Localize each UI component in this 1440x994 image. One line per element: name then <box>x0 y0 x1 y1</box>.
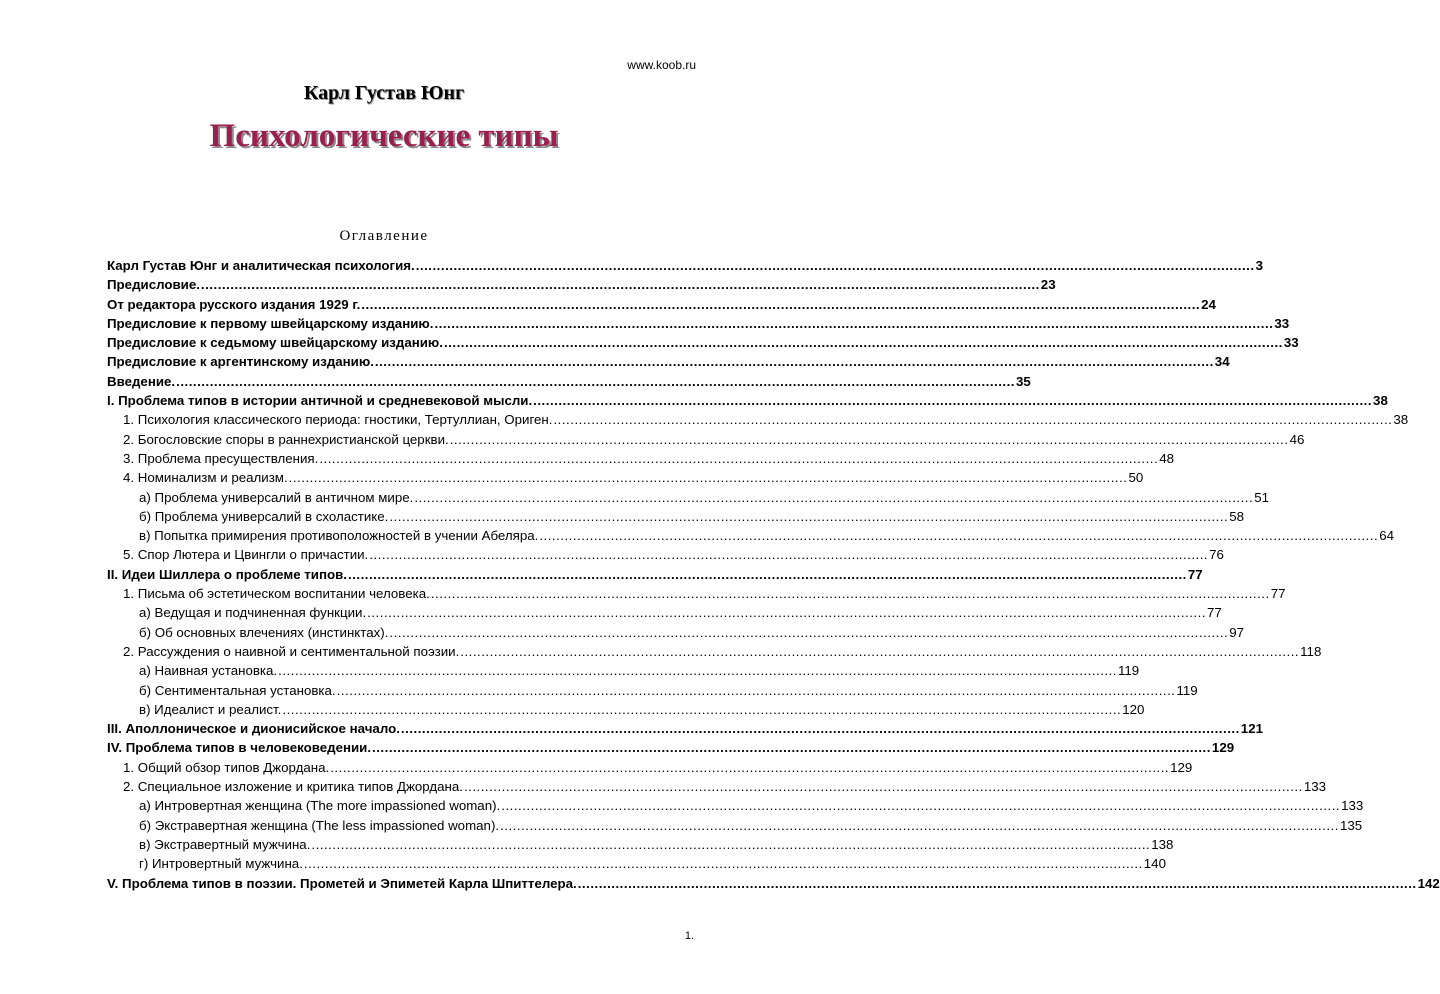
toc-dot-leader <box>176 374 1015 389</box>
toc-dot-leader <box>289 470 1128 485</box>
toc-entry-title: Карл Густав Юнг и аналитическая психология. <box>107 258 415 273</box>
toc-entry-page: 76 <box>1209 547 1224 563</box>
toc-entry-page: 140 <box>1143 856 1166 872</box>
toc-dot-leader <box>533 393 1372 408</box>
site-url: www.koob.ru <box>627 58 696 72</box>
toc-entry-page: 135 <box>1339 817 1363 833</box>
toc-dot-leader <box>311 837 1150 852</box>
toc-entry[interactable] <box>107 566 1203 586</box>
toc-entry-title: II. Идеи Шиллера о проблеме типов. <box>107 566 347 582</box>
toc-entry-page: 58 <box>1229 508 1245 524</box>
toc-entry-title: а) Интровертная женщина (The more impassioned woman). <box>139 798 501 814</box>
toc-entry-title: в) Попытка примирения противоположностей в учении Абеляра. <box>139 528 539 544</box>
toc-entry-title: 2. Рассуждения о наивной и сентиментальной поэзии. <box>123 643 460 659</box>
toc-dot-leader <box>553 412 1392 427</box>
toc-entry-title: б) Проблема универсалий в схоластике. <box>139 508 389 524</box>
toc-entry-page: 133 <box>1341 798 1364 814</box>
toc-dot-leader <box>431 586 1270 601</box>
toc-entry-title: г) Интровертный мужчина. <box>139 856 303 872</box>
author-name: Карл Густав Юнг <box>303 82 465 104</box>
toc-dot-leader <box>501 798 1340 813</box>
toc-dot-leader <box>367 605 1206 620</box>
toc-entry-title: а) Проблема универсалий в античном мире. <box>139 489 414 505</box>
toc-entry-page: 23 <box>1040 277 1056 293</box>
contents-heading: Оглавление <box>339 228 429 244</box>
toc-entry[interactable] <box>107 779 1326 798</box>
toc-entry[interactable] <box>107 393 1388 412</box>
toc-entry-title: 1. Общий обзор типов Джордана. <box>123 759 330 775</box>
toc-entry-page: 77 <box>1187 566 1203 582</box>
toc-entry[interactable] <box>107 856 1166 875</box>
toc-entry-page: 34 <box>1214 354 1230 370</box>
toc-entry-title: Предисловие. <box>107 277 200 293</box>
toc-entry-page: 138 <box>1151 836 1174 852</box>
toc-entry[interactable] <box>107 373 1031 393</box>
toc-entry[interactable] <box>107 586 1286 605</box>
toc-entry[interactable] <box>107 258 1263 277</box>
toc-entry-title: V. Проблема типов в поэзии. Прометей и Эпиметей Карла Шпиттелера. <box>107 875 577 891</box>
toc-entry-page: 119 <box>1176 682 1198 698</box>
toc-entry[interactable] <box>107 335 1299 354</box>
toc-entry-title: в) Экстравертный мужчина. <box>139 836 311 852</box>
toc-entry[interactable] <box>107 354 1230 373</box>
toc-entry[interactable] <box>107 682 1198 702</box>
toc-entry[interactable] <box>107 624 1245 644</box>
toc-entry-page: 133 <box>1303 779 1326 795</box>
toc-entry-page: 33 <box>1283 335 1299 351</box>
toc-entry-page: 50 <box>1128 470 1144 486</box>
toc-entry-page: 46 <box>1289 431 1305 447</box>
toc-entry-title: в) Идеалист и реалист. <box>139 701 282 717</box>
toc-entry-page: 38 <box>1393 412 1409 428</box>
toc-entry-page: 97 <box>1229 624 1245 640</box>
toc-dot-leader <box>389 625 1228 640</box>
toc-entry-title: а) Наивная установка. <box>139 663 278 679</box>
toc-dot-leader <box>416 258 1255 273</box>
toc-dot-leader <box>460 644 1299 659</box>
toc-dot-leader <box>464 779 1303 794</box>
toc-dot-leader <box>348 567 1187 582</box>
toc-entry[interactable] <box>107 701 1145 721</box>
toc-entry-page: 119 <box>1118 663 1140 679</box>
toc-entry-page: 77 <box>1207 605 1222 621</box>
toc-dot-leader <box>330 760 1169 775</box>
toc-dot-leader <box>578 876 1417 891</box>
toc-entry[interactable] <box>107 508 1245 528</box>
toc-entry[interactable] <box>107 489 1269 509</box>
toc-dot-leader <box>444 335 1283 350</box>
toc-entry-title: б) Сентиментальная установка. <box>139 682 336 698</box>
toc-entry[interactable] <box>107 412 1409 431</box>
toc-entry-title: 1. Письма об эстетическом воспитании человека. <box>123 586 430 602</box>
toc-entry[interactable] <box>107 470 1144 489</box>
toc-entry-page: 35 <box>1016 373 1031 389</box>
toc-entry-title: б) Экстравертная женщина (The less impassioned woman). <box>139 817 500 833</box>
toc-entry[interactable] <box>107 817 1363 837</box>
toc-entry-page: 64 <box>1379 528 1394 544</box>
toc-entry[interactable] <box>107 721 1263 740</box>
toc-dot-leader <box>401 721 1240 736</box>
toc-entry-page: 3 <box>1255 258 1263 273</box>
toc-entry-title: а) Ведущая и подчиненная функции. <box>139 605 367 621</box>
toc-entry[interactable] <box>107 450 1174 470</box>
toc-entry-page: 51 <box>1254 489 1269 505</box>
toc-dot-leader <box>361 297 1200 312</box>
toc-entry[interactable] <box>107 643 1322 663</box>
toc-entry-page: 38 <box>1373 393 1388 409</box>
toc-entry[interactable] <box>107 528 1394 547</box>
toc-dot-leader <box>375 354 1214 369</box>
toc-entry-page: 120 <box>1122 701 1145 717</box>
book-title: Психологические типы <box>209 118 559 154</box>
toc-entry-title: III. Аполлоническое и дионисийское начало. <box>107 721 400 737</box>
toc-entry-title: 2. Богословские споры в раннехристианской церкви. <box>123 431 449 447</box>
toc-entry-title: Введение. <box>107 373 176 389</box>
toc-entry-title: Предисловие к аргентинскому изданию. <box>107 354 374 370</box>
toc-dot-leader <box>369 547 1208 562</box>
toc-entry[interactable] <box>107 296 1216 316</box>
table-of-contents <box>107 258 1440 895</box>
toc-entry[interactable] <box>107 547 1224 566</box>
toc-entry-title: 2. Специальное изложение и критика типов Джордана. <box>123 779 463 795</box>
toc-entry-page: 129 <box>1211 740 1235 756</box>
toc-entry-title: От редактора русского издания 1929 г. <box>107 296 361 312</box>
toc-dot-leader <box>372 740 1211 755</box>
toc-dot-leader <box>319 451 1158 466</box>
toc-entry[interactable] <box>107 875 1440 895</box>
toc-dot-leader <box>434 316 1273 331</box>
toc-entry-page: 48 <box>1159 450 1174 466</box>
toc-entry-title: 5. Спор Лютера и Цвингли о причастии. <box>123 547 369 563</box>
toc-dot-leader <box>389 509 1228 524</box>
toc-entry[interactable] <box>107 740 1235 759</box>
toc-dot-leader <box>282 702 1121 717</box>
toc-entry-page: 77 <box>1270 586 1286 602</box>
toc-dot-leader <box>414 490 1253 505</box>
toc-entry[interactable] <box>107 759 1193 779</box>
toc-entry[interactable] <box>107 277 1056 296</box>
toc-dot-leader <box>450 432 1289 447</box>
toc-entry[interactable] <box>107 605 1222 624</box>
toc-dot-leader <box>278 663 1117 678</box>
toc-dot-leader <box>337 683 1176 698</box>
toc-dot-leader <box>500 818 1339 833</box>
page-number: 1. <box>684 930 694 942</box>
toc-entry-title: Предисловие к седьмому швейцарскому изданию. <box>107 335 443 351</box>
toc-dot-leader <box>201 277 1040 292</box>
toc-entry[interactable] <box>107 315 1290 335</box>
toc-entry-page: 24 <box>1201 296 1216 312</box>
toc-entry-page: 118 <box>1300 643 1322 659</box>
toc-entry-page: 33 <box>1274 315 1290 331</box>
toc-entry-title: б) Об основных влечениях (инстинктах). <box>139 624 389 640</box>
toc-entry-title: 4. Номинализм и реализм. <box>123 470 288 486</box>
toc-entry-title: Предисловие к первому швейцарскому изданию. <box>107 315 434 331</box>
toc-entry[interactable] <box>107 663 1140 682</box>
toc-entry[interactable] <box>107 798 1364 817</box>
toc-entry-page: 142 <box>1417 875 1440 891</box>
toc-entry-title: I. Проблема типов в истории античной и средневековой мысли. <box>107 393 533 409</box>
toc-dot-leader <box>539 528 1378 543</box>
toc-entry[interactable] <box>107 836 1174 856</box>
toc-entry-page: 129 <box>1170 759 1193 775</box>
toc-entry-title: IV. Проблема типов в человековедении. <box>107 740 372 756</box>
toc-entry-page: 121 <box>1240 721 1263 737</box>
toc-entry-title: 3. Проблема пресуществления. <box>123 450 319 466</box>
toc-dot-leader <box>304 856 1143 871</box>
toc-entry[interactable] <box>107 431 1305 451</box>
toc-entry-title: 1. Психология классического периода: гностики, Тертуллиан, Ориген. <box>123 412 553 428</box>
